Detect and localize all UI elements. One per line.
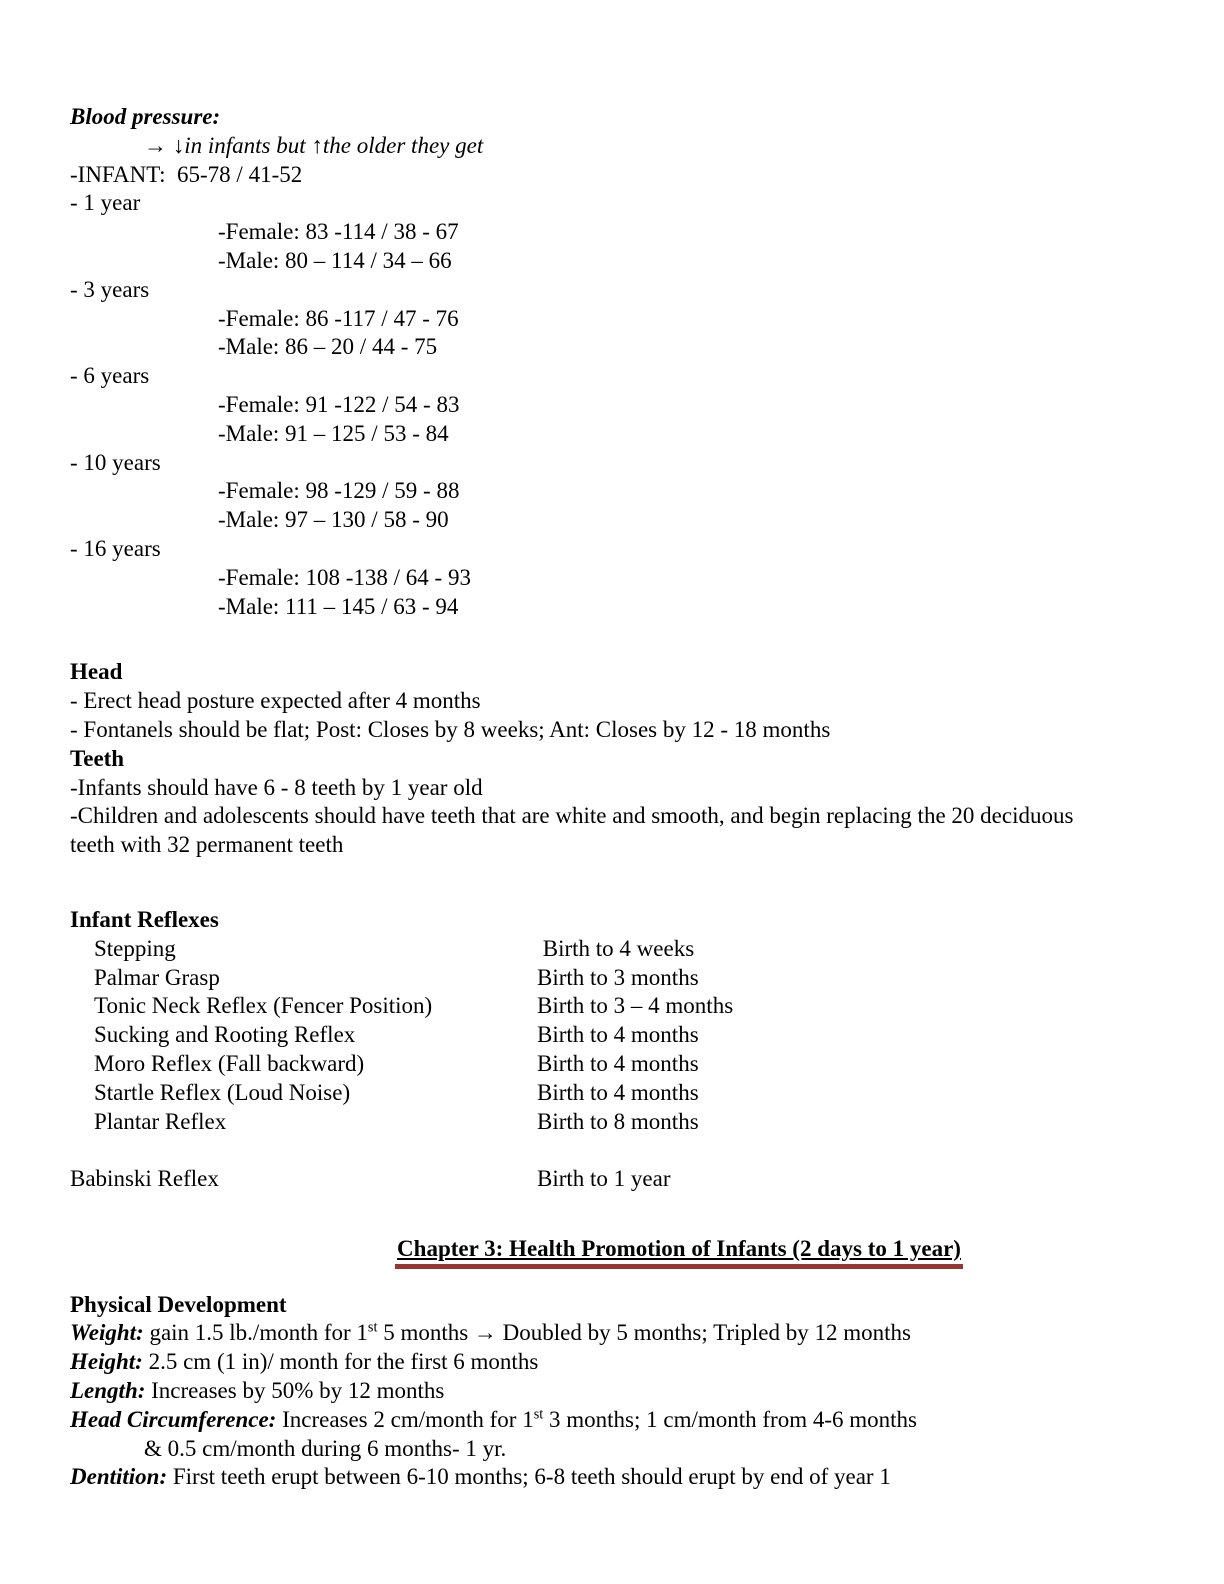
weight-label: Weight:	[70, 1320, 144, 1346]
length-line	[70, 1377, 1154, 1406]
reflex-name: Startle Reflex (Loud Noise)	[94, 1079, 351, 1105]
bp-age-label: - 6 years	[70, 363, 150, 389]
head-circumference-text: 3 months; 1 cm/month from 4-6 months	[543, 1406, 917, 1432]
teeth-item-text: teeth with 32 permanent teeth	[70, 832, 344, 858]
length-text: Increases by 50% by 12 months	[145, 1378, 445, 1404]
infant-reflexes-section	[70, 906, 1154, 1194]
reflex-row	[70, 1079, 1154, 1108]
blood-pressure-heading: Blood pressure:	[70, 104, 221, 129]
head-item: - Erect head posture expected after 4 months	[70, 688, 481, 714]
head-circumference-superscript: st	[533, 1406, 544, 1423]
dentition-line	[70, 1463, 1154, 1492]
bp-male-values: -Male: 86 – 20 / 44 - 75	[218, 334, 438, 360]
bp-female-values: -Female: 83 -114 / 38 - 67	[218, 219, 459, 245]
blank-line	[70, 1136, 1154, 1165]
reflex-row	[70, 1108, 1154, 1137]
reflex-row-babinski	[70, 1165, 1154, 1194]
infant-reflexes-heading: Infant Reflexes	[70, 906, 219, 932]
reflex-row	[70, 964, 1154, 993]
bp-female-values: -Female: 108 -138 / 64 - 93	[218, 564, 471, 590]
reflex-period: Birth to 3 – 4 months	[537, 993, 734, 1019]
reflex-name: Stepping	[94, 935, 176, 961]
weight-text: gain 1.5 lb./month for 1	[143, 1320, 368, 1346]
height-label: Height:	[70, 1349, 143, 1375]
blank-line	[70, 860, 1154, 906]
weight-superscript: st	[367, 1319, 378, 1336]
reflex-name: Palmar Grasp	[94, 964, 220, 990]
reflex-period: Birth to 4 months	[537, 1079, 699, 1105]
teeth-item-text: -Children and adolescents should have teeth that are white and smooth, and begin replacing the 20 deciduous	[70, 803, 1074, 829]
bp-female-values: -Female: 86 -117 / 47 - 76	[218, 305, 459, 331]
reflex-row	[70, 1021, 1154, 1050]
bp-infant-values: -INFANT: 65-78 / 41-52	[70, 161, 303, 187]
height-line	[70, 1348, 1154, 1377]
reflex-period: Birth to 8 months	[537, 1108, 699, 1134]
bp-male-values: -Male: 97 – 130 / 58 - 90	[218, 507, 449, 533]
reflex-period: Birth to 4 months	[537, 1050, 699, 1076]
blood-pressure-note: → ↓in infants but ↑the older they get	[144, 132, 484, 158]
reflex-period: Birth to 4 months	[537, 1022, 699, 1048]
reflex-name: Plantar Reflex	[94, 1108, 227, 1134]
head-circumference-line	[70, 1406, 1154, 1435]
teeth-item	[70, 802, 1154, 860]
reflex-name: Moro Reflex (Fall backward)	[94, 1050, 365, 1076]
reflex-period: Birth to 3 months	[537, 964, 699, 990]
reflex-name: Tonic Neck Reflex (Fencer Position)	[94, 993, 433, 1019]
teeth-heading: Teeth	[70, 745, 125, 771]
blank-line	[70, 1194, 1154, 1223]
weight-text: 5 months → Doubled by 5 months; Tripled by 12 months	[377, 1320, 911, 1346]
dentition-text: First teeth erupt between 6-10 months; 6-8 teeth should erupt by end of year 1	[167, 1464, 891, 1490]
physical-development-section	[70, 1291, 1154, 1493]
reflex-period: Birth to 1 year	[537, 1166, 671, 1192]
head-item: - Fontanels should be flat; Post: Closes by 8 weeks; Ant: Closes by 12 - 18 months	[70, 716, 831, 742]
bp-age-label: - 3 years	[70, 276, 150, 302]
head-circumference-text: Increases 2 cm/month for 1	[276, 1406, 534, 1432]
head-heading: Head	[70, 659, 123, 685]
weight-line	[70, 1319, 1154, 1348]
reflex-name: Sucking and Rooting Reflex	[94, 1022, 356, 1048]
reflex-row	[70, 1050, 1154, 1079]
bp-female-values: -Female: 98 -129 / 59 - 88	[218, 478, 460, 504]
chapter-heading-row	[70, 1235, 1154, 1271]
head-teeth-section	[70, 658, 1154, 860]
height-text: 2.5 cm (1 in)/ month for the first 6 months	[142, 1349, 539, 1375]
length-label: Length:	[70, 1378, 146, 1404]
blood-pressure-section	[70, 103, 1154, 621]
head-circumference-label: Head Circumference:	[70, 1406, 277, 1432]
bp-female-values: -Female: 91 -122 / 54 - 83	[218, 391, 460, 417]
reflex-row	[70, 935, 1154, 964]
teeth-item: -Infants should have 6 - 8 teeth by 1 year old	[70, 774, 483, 800]
physical-development-heading: Physical Development	[70, 1291, 287, 1317]
dentition-label: Dentition:	[70, 1464, 168, 1490]
bp-age-label: - 1 year	[70, 190, 141, 216]
bp-male-values: -Male: 111 – 145 / 63 - 94	[218, 593, 459, 619]
reflex-period: Birth to 4 weeks	[537, 935, 695, 961]
head-circumference-continuation: & 0.5 cm/month during 6 months- 1 yr.	[144, 1435, 507, 1461]
bp-male-values: -Male: 80 – 114 / 34 – 66	[218, 247, 452, 273]
bp-age-label: - 10 years	[70, 449, 161, 475]
reflex-row	[70, 992, 1154, 1021]
bp-male-values: -Male: 91 – 125 / 53 - 84	[218, 420, 449, 446]
blank-line	[70, 1271, 1154, 1291]
blank-line	[70, 621, 1154, 658]
bp-age-label: - 16 years	[70, 535, 161, 561]
chapter3-title: Chapter 3: Health Promotion of Infants (2 days to 1 year)	[395, 1235, 963, 1270]
reflex-name: Babinski Reflex	[70, 1166, 219, 1192]
